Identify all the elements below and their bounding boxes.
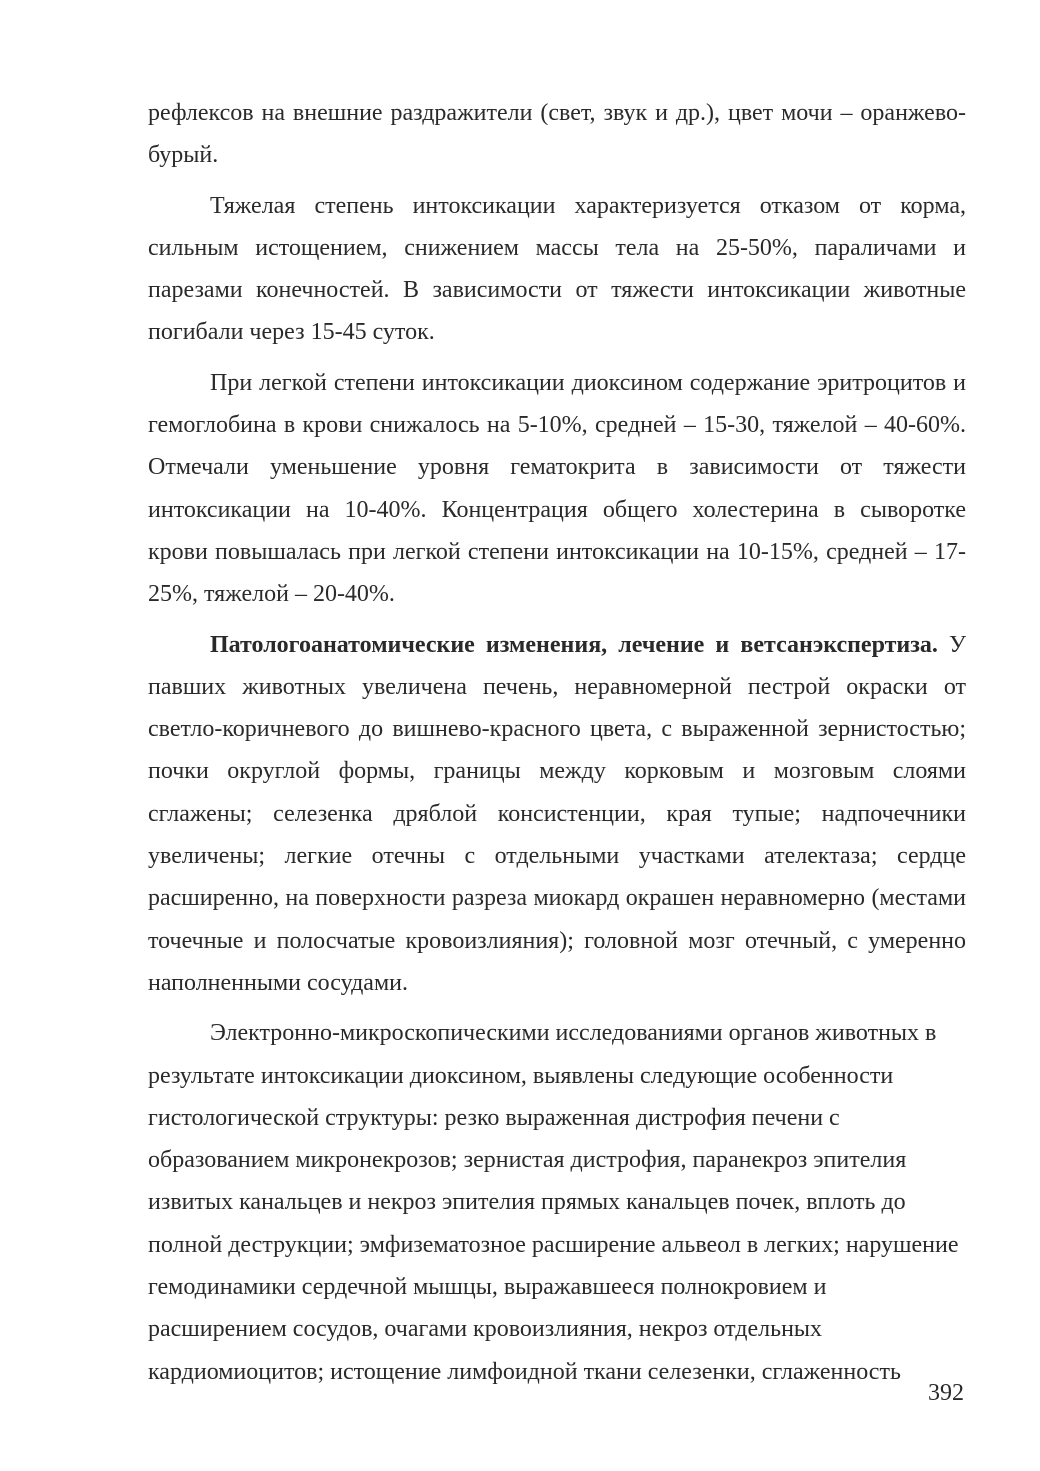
paragraph-severe-intoxication: Тяжелая степень интоксикации характеризуется отказом от корма, сильным истощением, снижением массы тела на 25-50%, параличами и парезами конечностей. В зависимости от тяжести интоксикации животные погибали через 15-45 суток. bbox=[148, 192, 966, 346]
paragraph-microscopy: Электронно-микроскопическими исследованиями органов животных в результате интоксикации диоксином, выявлены следующие особенности гистологической структуры: резко выраженная дистрофия печени с образованием микронекрозов; зернистая дистрофия, паранекроз эпителия извитых канальцев и некроз эпителия прямых канальцев почек, вплоть до полной деструкции; эмфизематозное расширение альвеол в легких; нарушение гемодинамики сердечной мышцы, выражавшееся полнокровием и расширением сосудов, очагами кровоизлияния, некроз отдельных кардиомиоцитов; истощение лимфоидной ткани селезенки, сглаженность bbox=[148, 1020, 959, 1385]
paragraph-blood-indicators: При легкой степени интоксикации диоксином содержание эритроцитов и гемоглобина в крови снижалось на 5-10%, средней – 15-30, тяжелой – 40-60%. Отмечали уменьшение уровня гематокрита в зависимости от тяжести интоксикации на 10-40%. Концентрация общего холестерина в сыворотке крови повышалась при легкой степени интоксикации на 10-15%, средней – 17-25%, тяжелой – 20-40%. bbox=[148, 369, 966, 608]
paragraph-pathology bbox=[148, 624, 966, 1005]
paragraph-continued: рефлексов на внешние раздражители (свет, звук и др.), цвет мочи – оранжево-бурый. bbox=[148, 100, 966, 169]
section-heading: Патологоанатомические изменения, лечение и ветсанэкспертиза. bbox=[210, 631, 938, 658]
page-number: 392 bbox=[928, 1380, 964, 1406]
document-body bbox=[148, 92, 966, 1401]
paragraph-pathology-text: У павших животных увеличена печень, неравномерной пестрой окраски от светло-коричневого до вишнево-красного цвета, с выраженной зернистостью; почки округлой формы, границы между корковым и мозговым слоями сглажены; селезенка дряблой консистенции, края тупые; надпочечники увеличены; легкие отечны с отдельными участками ателектаза; сердце расширенно, на поверхности разреза миокард окрашен неравномерно (местами точечные и полосчатые кровоизлияния); головной мозг отечный, с умеренно наполненными сосудами. bbox=[148, 631, 967, 996]
